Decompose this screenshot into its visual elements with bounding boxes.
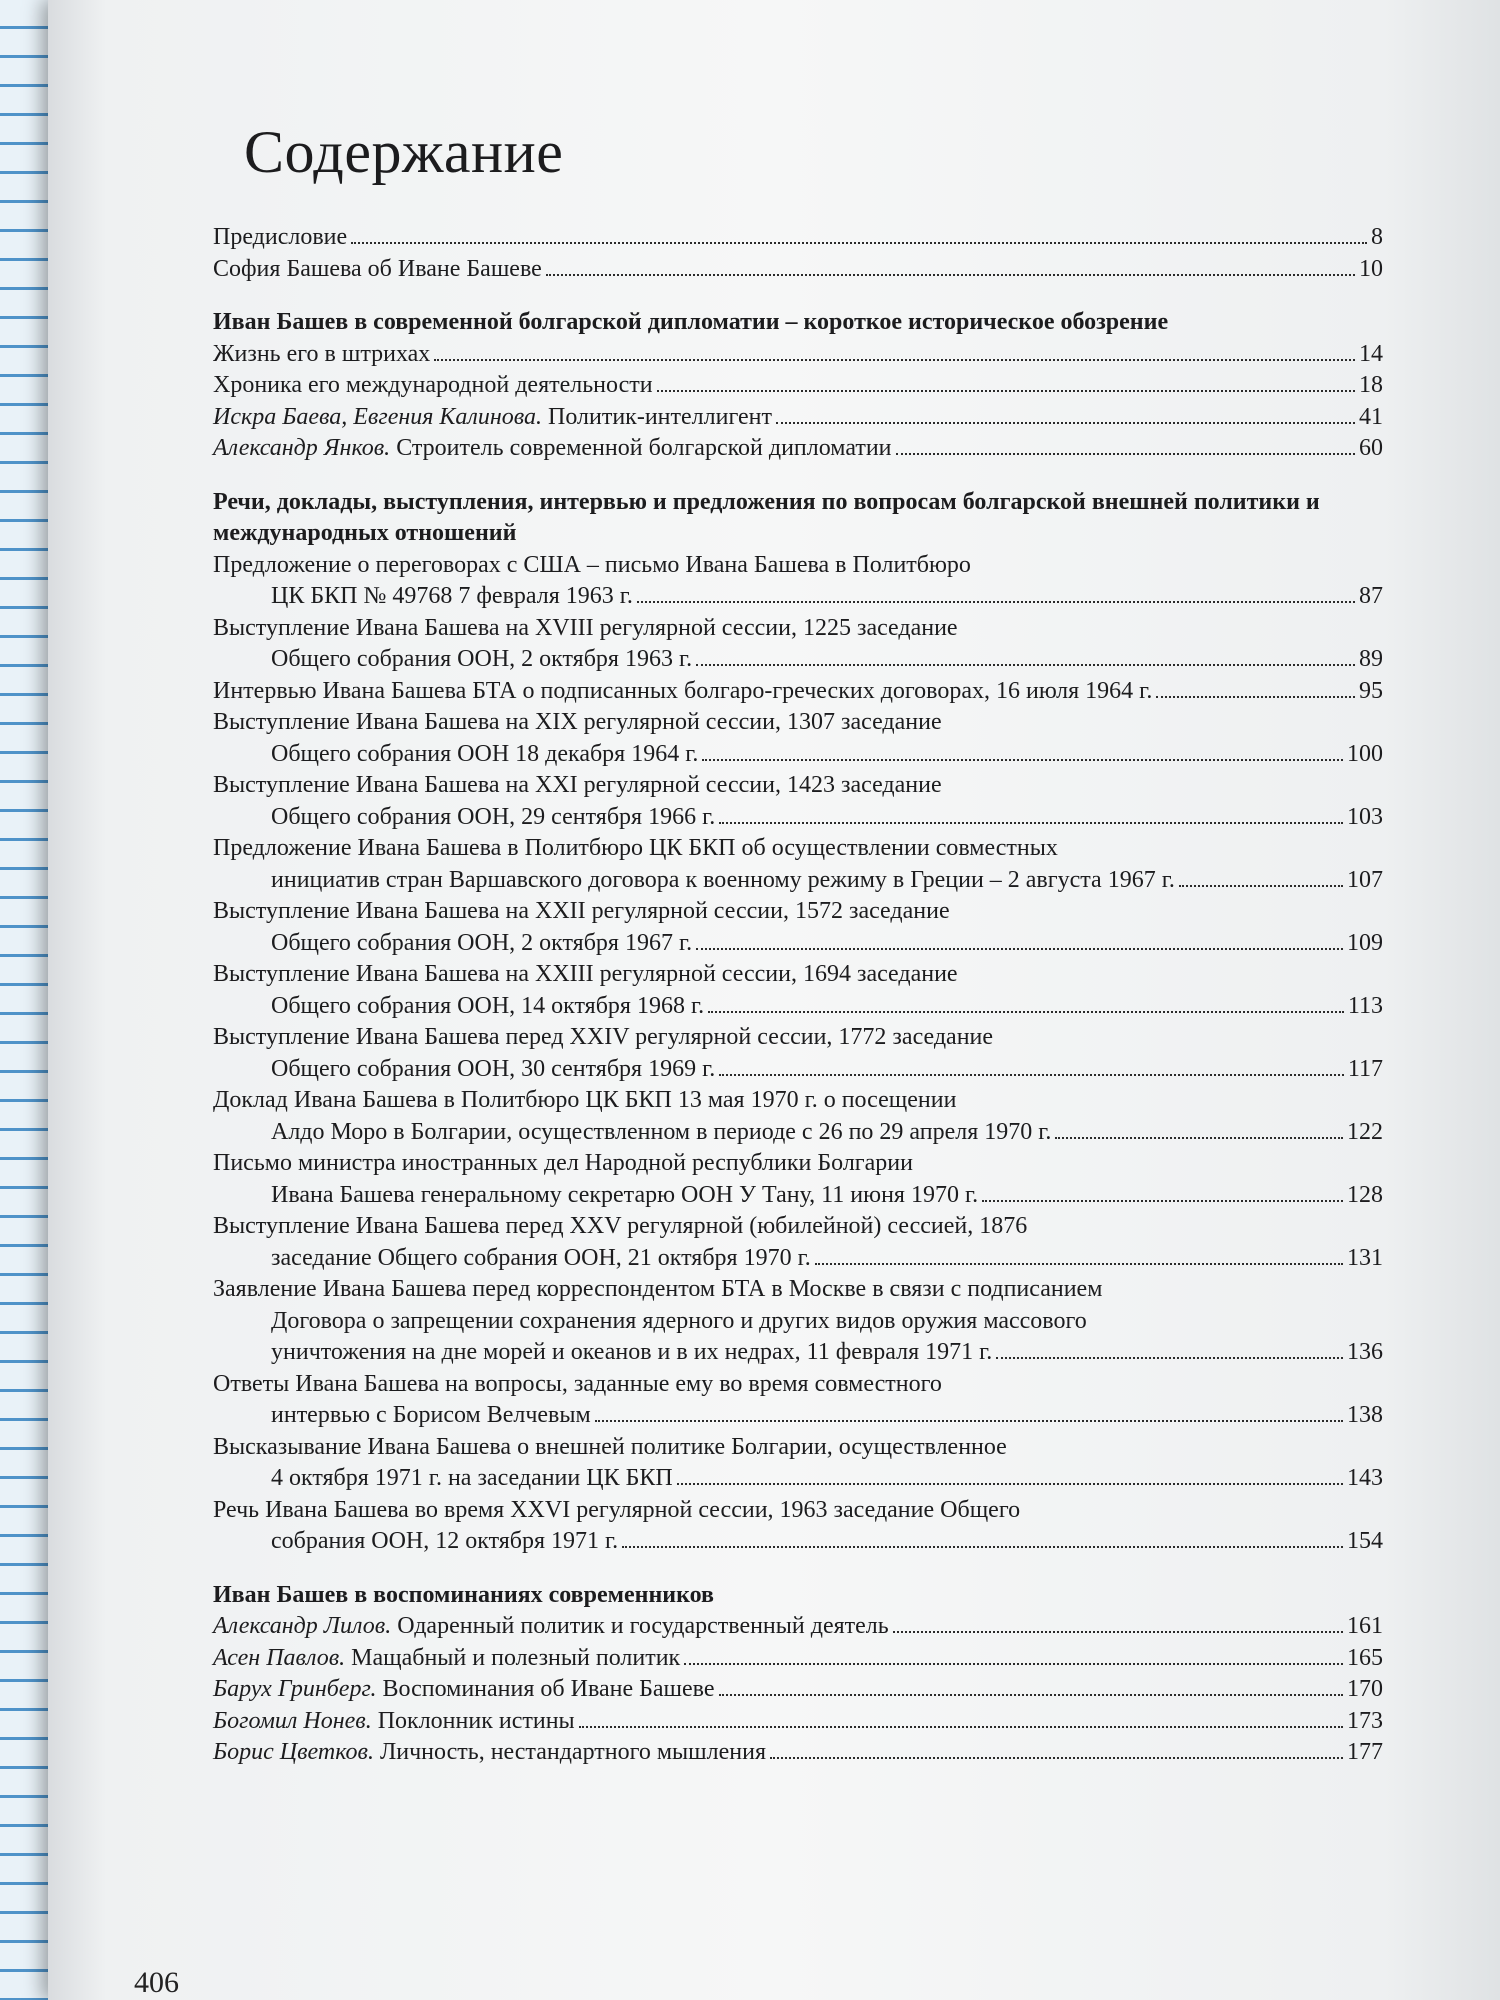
page-number: 406 <box>134 1966 179 1999</box>
toc-entry-title: Поклонник истины <box>371 1707 575 1734</box>
toc-entry-line: Предложение Ивана Башева в Политбюро ЦК БКП об осуществлении совместных <box>213 835 1058 861</box>
toc-entry-line: Ответы Ивана Башева на вопросы, заданные ему во время совместного <box>213 1370 942 1397</box>
toc-entry-line: Доклад Ивана Башева в Политбюро ЦК БКП 13 мая 1970 г. о посещении <box>213 1087 957 1113</box>
toc-entry <box>213 770 1383 833</box>
toc-entry-line: Письмо министра иностранных дел Народной республики Болгарии <box>213 1150 913 1176</box>
toc-page-number: 117 <box>1347 1055 1383 1082</box>
toc-entry-line: Договора о запрещении сохранения ядерного и других видов оружия массового <box>271 1307 1087 1334</box>
toc-entry <box>213 1432 1383 1495</box>
toc-entry-line: Предложение о переговорах с США – письмо Ивана Башева в Политбюро <box>213 551 971 578</box>
toc-page-number: 131 <box>1347 1244 1383 1271</box>
toc-entry-author: Борис Цветков. <box>213 1739 374 1765</box>
toc-entry-last-line <box>213 1463 1383 1495</box>
toc-entry <box>213 1674 1383 1706</box>
toc-entry-sofia-basheva <box>213 254 1383 286</box>
toc-entry-last-line <box>213 1180 1383 1212</box>
toc-entry-text <box>213 1737 766 1769</box>
toc-entry <box>213 1706 1383 1738</box>
toc-entry-title: интервью с Борисом Велчевым <box>271 1402 591 1428</box>
toc-entry-title: собрания ООН, 12 октября 1971 г. <box>271 1528 619 1554</box>
toc-page-number: 173 <box>1347 1707 1383 1734</box>
toc-entry <box>213 1148 1383 1211</box>
toc-entry <box>213 1211 1383 1274</box>
toc-page-number: 8 <box>1371 224 1383 250</box>
toc-entry-author: Александр Лилов. <box>213 1613 392 1639</box>
book-page <box>48 0 1500 2000</box>
toc-entry <box>213 1274 1383 1369</box>
dot-leader <box>696 664 1355 666</box>
toc-entry <box>213 339 1383 371</box>
toc-entry-title: Предисловие <box>213 224 348 250</box>
toc-entry <box>213 1085 1383 1148</box>
toc-entry-line: Заявление Ивана Башева перед корреспондентом БТА в Москве в связи с подписанием <box>213 1276 1103 1302</box>
dot-leader <box>696 948 1343 950</box>
page-title: Содержание <box>244 119 564 185</box>
toc-entry-text <box>213 1643 680 1675</box>
dot-leader <box>770 1757 1343 1759</box>
toc-entry-title: Строитель современной болгарской дипломатии <box>390 435 892 461</box>
toc-entry-title: Мащабный и полезный политик <box>345 1644 681 1671</box>
toc-entry-author: Александр Янков. <box>213 435 391 461</box>
dot-leader <box>677 1483 1343 1485</box>
toc-entry-last-line <box>213 928 1383 960</box>
toc-entry-line: Выступление Ивана Башева на XXI регулярной сессии, 1423 заседание <box>213 772 942 798</box>
toc-entry-line: Выступление Ивана Башева на XIX регулярной сессии, 1307 заседание <box>213 709 942 735</box>
toc-entry-title: Интервью Ивана Башева БТА о подписанных болгаро-греческих договорах, 16 июля 1964 г. <box>213 677 1153 704</box>
toc-entry-last-line <box>213 1054 1383 1086</box>
toc-page-number: 109 <box>1347 929 1383 956</box>
toc-entry-line: Выступление Ивана Башева перед XXIV регулярной сессии, 1772 заседание <box>213 1024 994 1050</box>
dot-leader <box>702 759 1343 761</box>
toc-page-number: 161 <box>1347 1613 1383 1639</box>
section-heading: Иван Башев в современной болгарской дипломатии – короткое историческое обозрение <box>213 309 1169 335</box>
toc-entry-line: Выступление Ивана Башева на XXIII регулярной сессии, 1694 заседание <box>213 961 958 987</box>
toc-entry-last-line <box>213 1526 1383 1558</box>
toc-entry <box>213 1495 1383 1558</box>
toc-entry <box>213 1643 1383 1675</box>
section-gap <box>213 285 1383 307</box>
toc-entry <box>213 1369 1383 1432</box>
toc-page-number: 103 <box>1347 803 1383 830</box>
dot-leader <box>708 1011 1344 1013</box>
toc-entry-last-line <box>213 581 1383 613</box>
toc-entry-title: инициатив стран Варшавского договора к военному режиму в Греции – 2 августа 1967 г. <box>271 866 1175 893</box>
toc-entry <box>213 402 1383 434</box>
toc-entry <box>213 433 1383 465</box>
toc-entry-last-line <box>213 1400 1383 1432</box>
section-gap <box>213 465 1383 487</box>
toc-page-number: 136 <box>1347 1339 1383 1365</box>
toc-page-number: 89 <box>1359 646 1383 672</box>
toc-entry <box>213 896 1383 959</box>
toc-entry-text <box>213 1706 575 1738</box>
dot-leader <box>719 822 1343 824</box>
toc-page-number: 122 <box>1347 1118 1383 1145</box>
toc-entry-author: Барух Гринберг. <box>213 1676 377 1702</box>
toc-entry-text <box>213 1611 889 1643</box>
toc-entry <box>213 676 1383 708</box>
toc-page-number: 14 <box>1359 340 1383 367</box>
toc-page-number: 170 <box>1347 1676 1383 1702</box>
dot-leader <box>896 453 1355 455</box>
toc-entry-last-line <box>213 1674 1383 1706</box>
toc-entry-last-line <box>213 676 1383 708</box>
toc-entry-line: Выступление Ивана Башева на XXII регулярной сессии, 1572 заседание <box>213 898 950 924</box>
toc-entry-last-line <box>213 1243 1383 1275</box>
toc-entry-title: Общего собрания ООН, 30 сентября 1969 г. <box>271 1055 716 1082</box>
toc-entry-title: Политик-интеллигент <box>542 403 772 430</box>
toc-entry-author: Искра Баева, Евгения Калинова. <box>213 403 542 430</box>
dot-leader <box>719 1694 1343 1696</box>
toc-entry-title: Алдо Моро в Болгарии, осуществленном в периоде с 26 по 29 апреля 1970 г. <box>271 1118 1052 1145</box>
section-heading: Речи, доклады, выступления, интервью и предложения по вопросам болгарской внешней политики и международных отношений <box>213 488 1320 546</box>
dot-leader <box>982 1200 1343 1202</box>
dot-leader <box>595 1420 1343 1422</box>
toc-entry-last-line <box>213 991 1383 1023</box>
dot-leader <box>776 422 1355 424</box>
toc-entry-title: Общего собрания ООН, 14 октября 1968 г. <box>271 992 705 1019</box>
dot-leader <box>893 1631 1343 1633</box>
dot-leader <box>996 1357 1343 1359</box>
toc-entry-last-line <box>213 1117 1383 1149</box>
toc-entry-title: Личность, нестандартного мышления <box>373 1739 766 1765</box>
dot-leader <box>1156 696 1355 698</box>
dot-leader <box>637 601 1355 603</box>
toc-entry-line: Выступление Ивана Башева перед XXV регулярной (юбилейной) сессией, 1876 <box>213 1213 1028 1239</box>
toc-entry-last-line <box>213 1611 1383 1643</box>
toc-entry <box>213 613 1383 676</box>
dot-leader <box>1055 1137 1343 1139</box>
dot-leader <box>815 1263 1343 1265</box>
toc-entry <box>213 959 1383 1022</box>
toc-entry-title: Общего собрания ООН, 2 октября 1967 г. <box>271 929 693 956</box>
toc-page-number: 41 <box>1359 403 1383 430</box>
dot-leader <box>1179 885 1343 887</box>
toc-entry-title: Общего собрания ООН, 29 сентября 1966 г. <box>271 803 716 830</box>
toc-entry-preface <box>213 222 1383 254</box>
toc-entry-title: Хроника его международной деятельности <box>213 372 653 398</box>
dot-leader <box>622 1546 1343 1548</box>
toc-entry-last-line <box>213 644 1383 676</box>
toc-entry-last-line <box>213 1706 1383 1738</box>
dot-leader <box>434 359 1355 361</box>
toc-entry <box>213 370 1383 402</box>
dot-leader <box>719 1074 1344 1076</box>
toc-entry-title: Жизнь его в штрихах <box>213 340 431 367</box>
toc-page-number: 154 <box>1347 1528 1383 1554</box>
toc-page-number: 143 <box>1347 1465 1383 1491</box>
toc-entry <box>213 1737 1383 1769</box>
toc-entry <box>213 707 1383 770</box>
toc-page-number: 60 <box>1359 435 1383 461</box>
toc-page-number: 18 <box>1359 372 1383 398</box>
toc-entry-title: Общего собрания ООН, 2 октября 1963 г. <box>271 646 693 672</box>
toc-entry-last-line <box>213 739 1383 771</box>
toc-entry <box>213 1022 1383 1085</box>
toc-entry-title: уничтожения на дне морей и океанов и в их недрах, 11 февраля 1971 г. <box>271 1339 993 1365</box>
toc-entry-text <box>213 1674 715 1706</box>
toc-entry-author: Асен Павлов. <box>213 1644 346 1671</box>
toc-entry-line: Выступление Ивана Башева на XVIII регулярной сессии, 1225 заседание <box>213 614 958 641</box>
toc-entry-title: Общего собрания ООН 18 декабря 1964 г. <box>271 740 699 767</box>
toc-entry-author: Богомил Нонев. <box>213 1707 372 1734</box>
toc-entry-title: Воспоминания об Иване Башеве <box>376 1676 715 1702</box>
toc-entry-title: Ивана Башева генеральному секретарю ООН У Тану, 11 июня 1970 г. <box>271 1181 979 1208</box>
toc-page-number: 177 <box>1347 1739 1383 1765</box>
toc-entry <box>213 1611 1383 1643</box>
toc-entry-line: Речь Ивана Башева во время XXVI регулярной сессии, 1963 заседание Общего <box>213 1496 1021 1523</box>
section3-entries <box>213 550 1383 1558</box>
section-heading: Иван Башев в воспоминаниях современников <box>213 1581 714 1608</box>
dot-leader <box>546 274 1355 276</box>
toc-entry <box>213 833 1383 896</box>
toc-page-number: 87 <box>1359 583 1383 609</box>
toc-entry-title: ЦК БКП № 49768 7 февраля 1963 г. <box>271 583 633 609</box>
dot-leader <box>579 1726 1343 1728</box>
toc-entry-last-line <box>213 1337 1383 1369</box>
toc-page-number: 128 <box>1347 1181 1383 1208</box>
toc-entry <box>213 550 1383 613</box>
toc-entry-line: Высказывание Ивана Башева о внешней политике Болгарии, осуществленное <box>213 1433 1007 1460</box>
toc-page-number: 95 <box>1359 677 1383 704</box>
toc-entry-title: Одаренный политик и государственный деятель <box>391 1613 889 1639</box>
toc-entry-last-line <box>213 802 1383 834</box>
dot-leader <box>657 390 1355 392</box>
dot-leader <box>351 242 1367 244</box>
table-of-contents <box>213 222 1383 1769</box>
toc-entry-title: София Башева об Иване Башеве <box>213 255 542 282</box>
section4-entries <box>213 1611 1383 1769</box>
toc-page-number: 10 <box>1359 255 1383 282</box>
toc-page-number: 138 <box>1347 1402 1383 1428</box>
dot-leader <box>684 1663 1343 1665</box>
toc-entry-last-line <box>213 1737 1383 1769</box>
toc-entry-title: 4 октября 1971 г. на заседании ЦК БКП <box>271 1465 673 1491</box>
toc-entry-last-line <box>213 865 1383 897</box>
toc-entry-last-line <box>213 1643 1383 1675</box>
section-gap <box>213 1558 1383 1580</box>
toc-page-number: 100 <box>1347 740 1383 767</box>
toc-entry-title: заседание Общего собрания ООН, 21 октября 1970 г. <box>271 1244 811 1271</box>
toc-page-number: 113 <box>1347 992 1383 1019</box>
toc-page-number: 107 <box>1347 866 1383 893</box>
toc-page-number: 165 <box>1347 1644 1383 1671</box>
